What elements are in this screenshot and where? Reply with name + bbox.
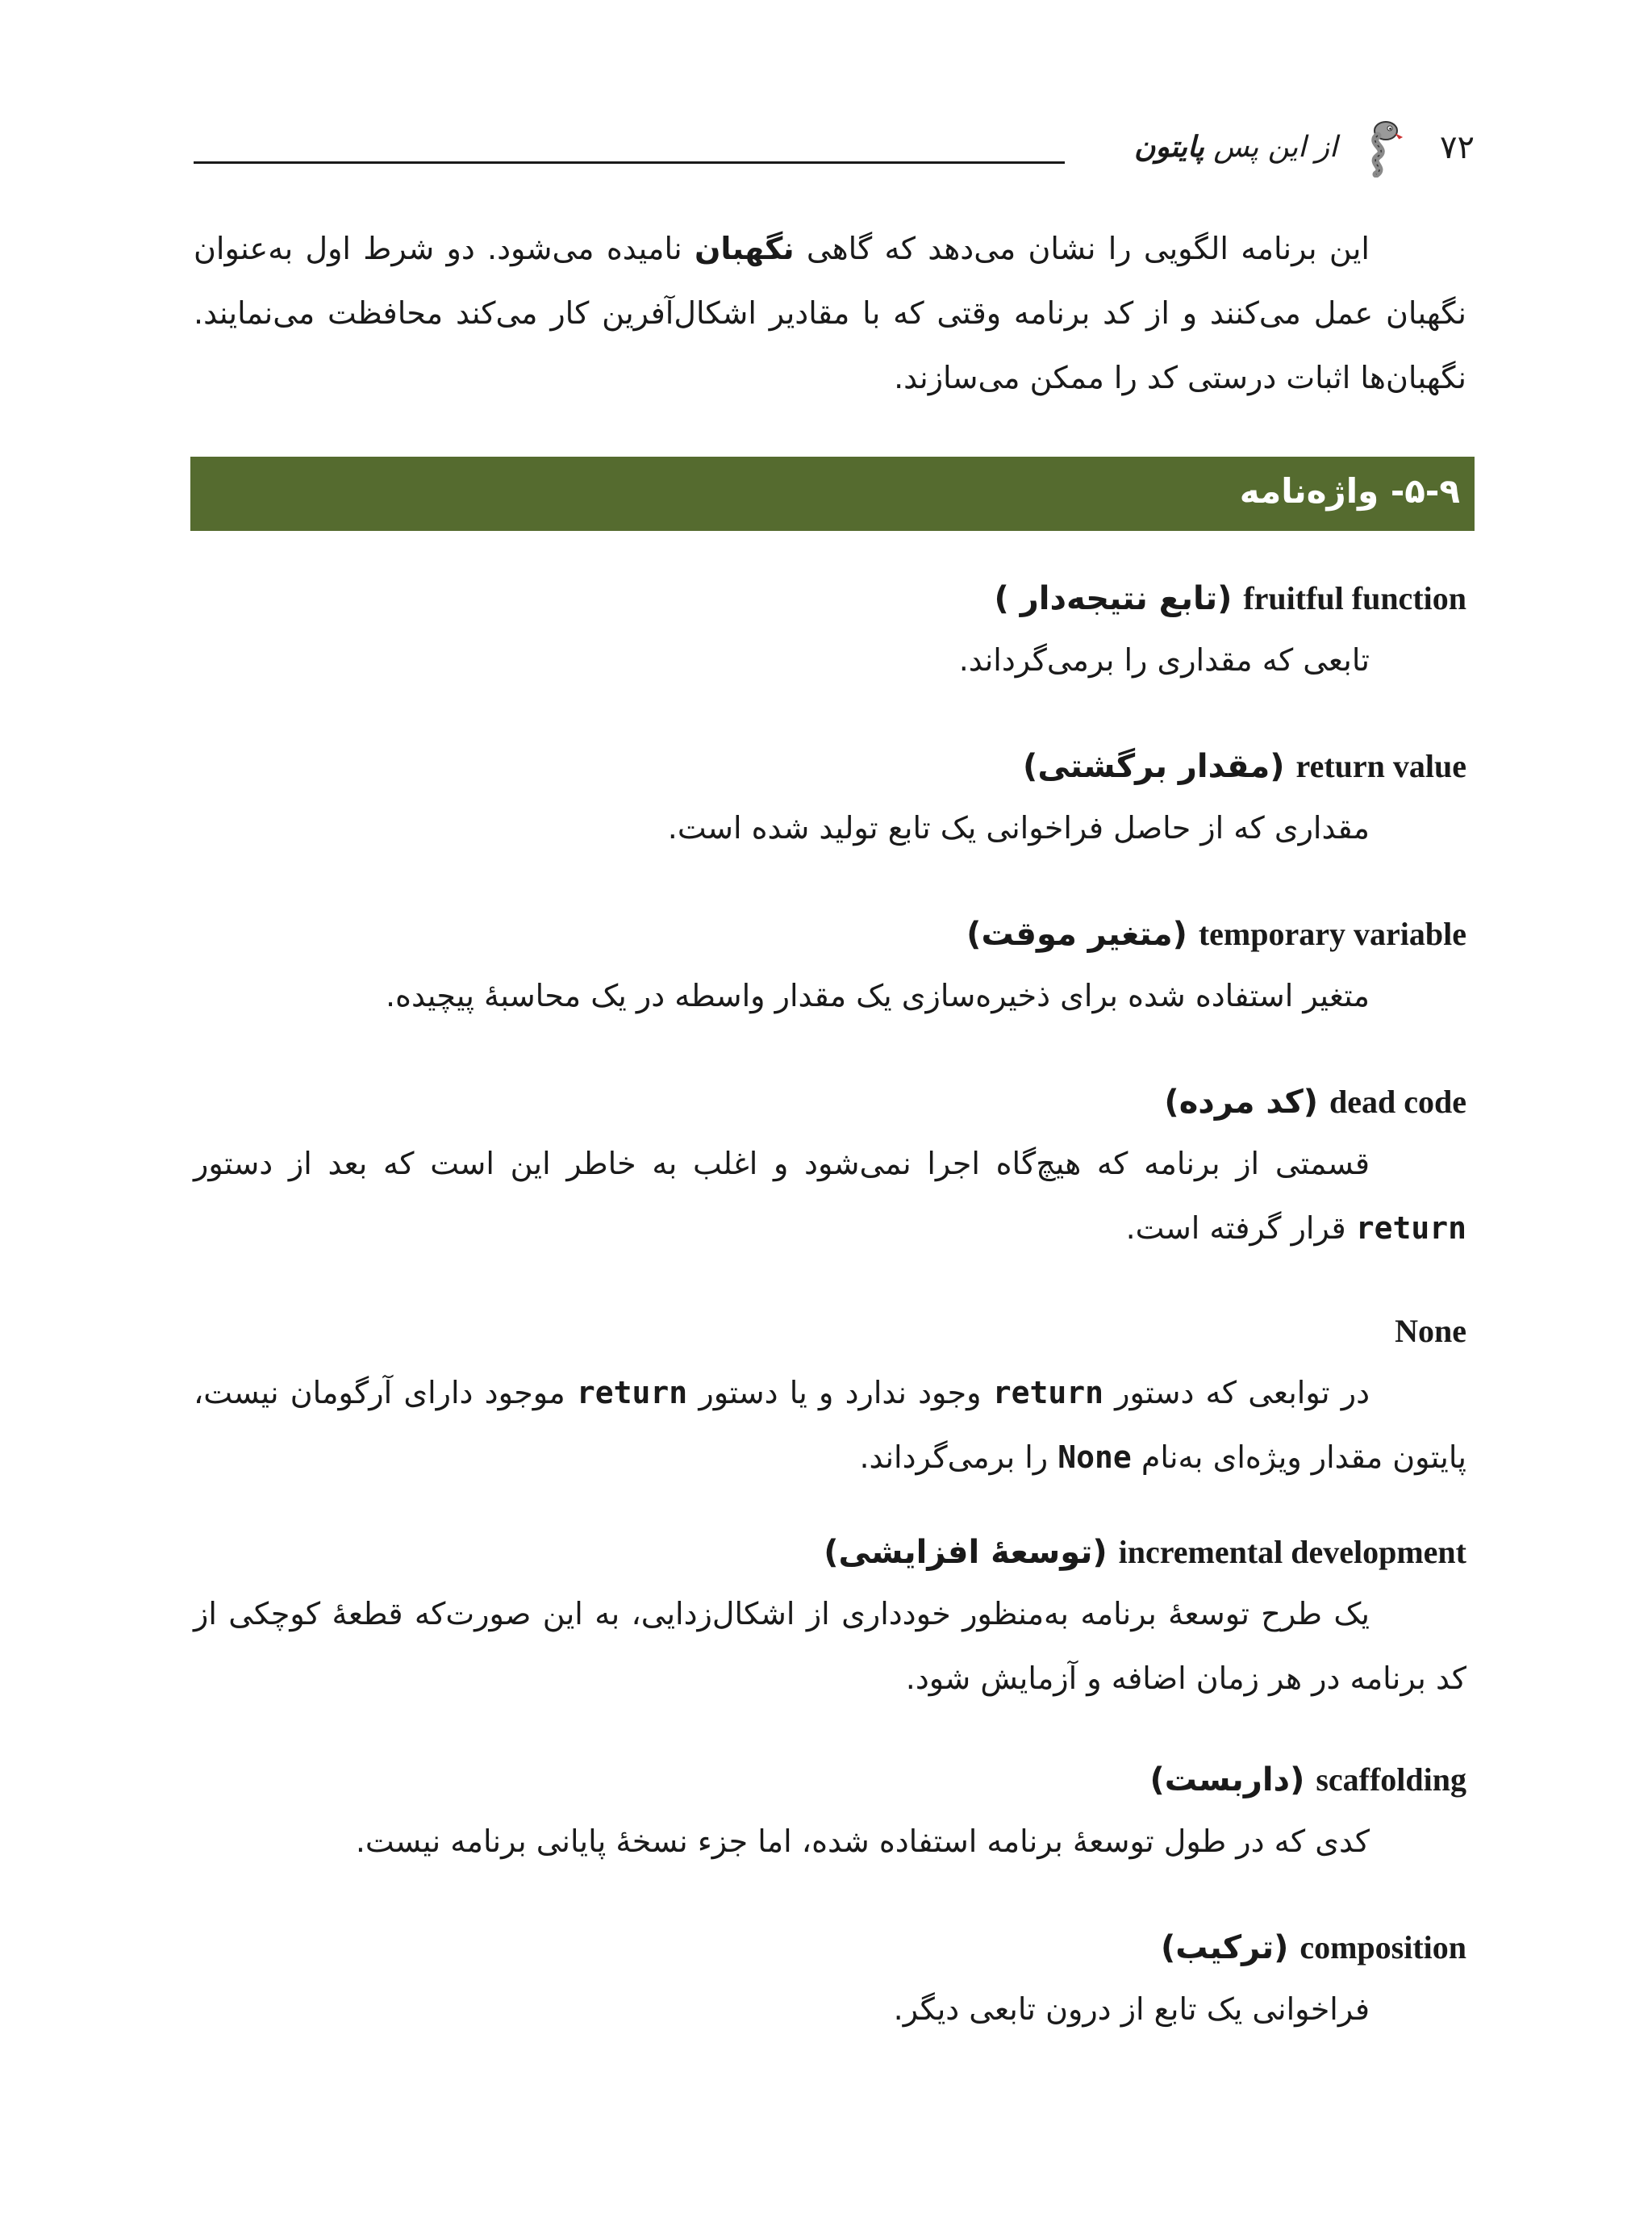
definition-text: در توابعی که دستور <box>1115 1375 1370 1410</box>
term-english: dead code <box>1329 1084 1466 1120</box>
code-keyword: None <box>1058 1439 1132 1475</box>
definition-text: وجود ندارد و یا دستور <box>699 1375 982 1410</box>
glossary-definition: تابعی که مقداری را برمی‌گرداند. <box>958 642 1370 678</box>
python-snake-icon <box>1354 119 1405 178</box>
intro-paragraph <box>194 216 1466 410</box>
glossary-term <box>194 1528 1466 1577</box>
glossary-definition: یک طرح توسعهٔ برنامه به‌منظور خودداری از اشکال‌زدایی، به این صورت‌که قطعهٔ کوچکی از کد برنامه در هر زمان اضافه و آزمایش شود. <box>194 1596 1466 1696</box>
definition-text: قسمتی از برنامه که هیچ‌گاه اجرا نمی‌شود و اغلب به خاطر این است که بعد از دستور <box>194 1146 1370 1181</box>
glossary-entry-dead-code <box>194 1078 1466 1260</box>
glossary-entry-incremental-development <box>194 1528 1466 1711</box>
glossary-term <box>194 1756 1466 1804</box>
code-keyword: return <box>576 1375 688 1410</box>
glossary-definition: فراخوانی یک تابع از درون تابعی دیگر. <box>893 1991 1370 2027</box>
glossary-entry-return-value <box>194 742 1466 860</box>
book-title-bold: پایتون <box>1134 131 1204 164</box>
term-english: None <box>1395 1313 1466 1349</box>
glossary-definition <box>194 1131 1466 1260</box>
term-persian: (متغیر موقت) <box>966 916 1187 953</box>
glossary-term <box>194 1078 1466 1126</box>
glossary-definition <box>194 1360 1466 1489</box>
glossary-definition: متغیر استفاده شده برای ذخیره‌سازی یک مقدار واسطه در یک محاسبهٔ پیچیده. <box>385 978 1370 1013</box>
running-header <box>194 119 1475 184</box>
term-english: scaffolding <box>1316 1761 1466 1798</box>
term-english: composition <box>1299 1929 1466 1966</box>
code-keyword: return <box>992 1375 1103 1410</box>
book-title-prefix: از این پس <box>1213 131 1337 164</box>
glossary-definition: کدی که در طول توسعهٔ برنامه استفاده شده، اما جزء نسخهٔ پایانی برنامه نیست. <box>355 1824 1370 1859</box>
term-persian: (مقدار برگشتی) <box>1023 748 1285 785</box>
running-title <box>1134 131 1337 164</box>
page-number: ۷۲ <box>1440 129 1475 166</box>
glossary-entry-scaffolding <box>194 1756 1466 1874</box>
term-persian: (داربست) <box>1149 1761 1305 1798</box>
term-english: return value <box>1295 748 1466 784</box>
definition-text: را برمی‌گرداند. <box>859 1439 1049 1475</box>
glossary-term <box>194 574 1466 623</box>
definition-text: موجود دارای آرگومان نیست، پایتون مقدار ویژه‌ای به‌نام <box>194 1375 1466 1475</box>
glossary-definition: مقداری که از حاصل فراخوانی یک تابع تولید شده است. <box>667 810 1370 846</box>
term-english: incremental development <box>1118 1534 1466 1570</box>
term-persian: (کد مرده) <box>1164 1084 1319 1121</box>
glossary-term <box>194 1307 1466 1356</box>
glossary-entry-none <box>194 1307 1466 1489</box>
intro-text-1: این برنامه الگویی را نشان می‌دهد که گاهی <box>806 231 1370 266</box>
term-english: fruitful function <box>1243 580 1466 616</box>
term-persian: (ترکیب) <box>1160 1929 1289 1966</box>
glossary-term <box>194 910 1466 959</box>
code-keyword: return <box>1355 1210 1466 1246</box>
header-rule <box>194 161 1065 164</box>
glossary-term <box>194 1924 1466 1972</box>
definition-text: قرار گرفته است. <box>1125 1210 1346 1246</box>
intro-text-2: نامیده می‌شود. دو شرط اول به‌عنوان نگهبان عمل می‌کنند و از کد برنامه وقتی که با مقادیر اشکال‌آفرین کار می‌کند محافظت می‌نمایند. نگهبان‌ها اثبات درستی کد را ممکن می‌سازند. <box>194 231 1466 395</box>
glossary-entry-fruitful-function <box>194 574 1466 692</box>
glossary-entry-composition <box>194 1924 1466 2041</box>
term-persian: (توسعهٔ افزایشی) <box>824 1534 1108 1571</box>
term-persian: (تابع نتیجه‌دار ) <box>994 580 1233 617</box>
glossary-term <box>194 742 1466 791</box>
section-title: ۵-۹- واژه‌نامه <box>1239 471 1460 511</box>
glossary-entry-temporary-variable <box>194 910 1466 1028</box>
term-english: temporary variable <box>1198 916 1466 952</box>
intro-bold-term: نگهبان <box>694 231 795 266</box>
section-heading-bar <box>190 457 1475 531</box>
